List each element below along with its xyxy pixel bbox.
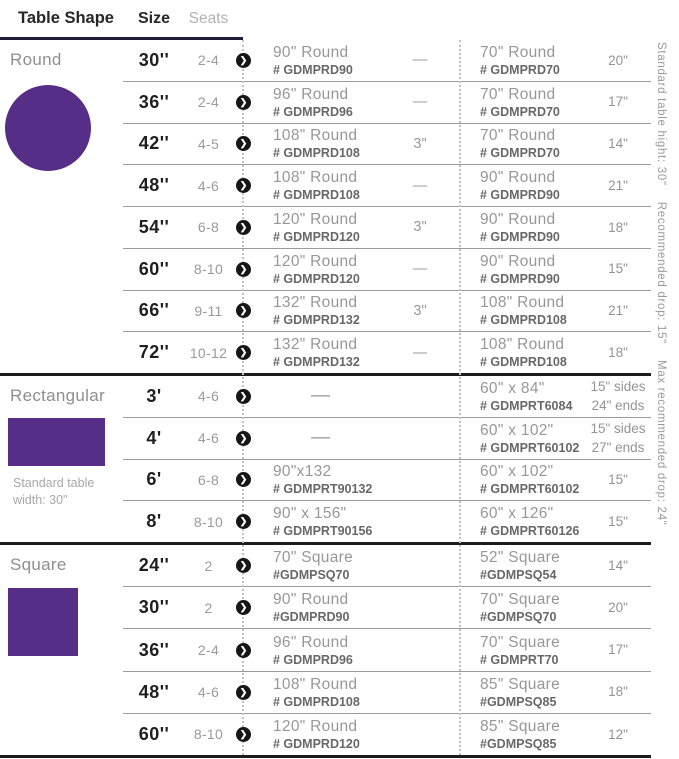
drop-cell: [585, 301, 651, 321]
mid-length-cell: [455, 422, 585, 455]
mid-length-cell: [455, 44, 585, 77]
floor-length-part-number: # GDMPRT90156: [273, 524, 373, 539]
table-row: [123, 249, 651, 291]
floor-length-value: 90" x 156": [273, 505, 347, 523]
mid-length-value: 108" Round: [480, 336, 565, 354]
puddle-cell: —: [412, 261, 428, 278]
table-row: [123, 332, 651, 373]
mid-length-part-number: #GDMPSQ85: [480, 736, 557, 751]
drop-value-ends: 24" ends: [591, 398, 645, 414]
floor-length-part-number: # GDMPRD120: [273, 736, 360, 751]
chevron-right-circle-icon[interactable]: ❯: [236, 727, 251, 742]
floor-length-value: —: [311, 427, 329, 449]
floor-length-cell: [255, 718, 385, 751]
rows-rectangular: [123, 376, 651, 542]
floor-length-part-number: # GDMPRD96: [273, 652, 353, 667]
seats-cell: 9-11: [194, 302, 223, 319]
chevron-right-circle-icon[interactable]: ❯: [236, 431, 251, 446]
seats-cell: 10-12: [189, 344, 228, 361]
drop-value: 14": [608, 557, 628, 573]
table-row: [123, 165, 651, 207]
arrow-cell: [232, 389, 255, 404]
drop-value: 15": [608, 472, 628, 488]
floor-length-part-number: # GDMPRD132: [273, 313, 360, 328]
floor-length-cell: [255, 591, 385, 624]
mid-length-part-number: # GDMPRD70: [480, 104, 560, 119]
seats-cell: 4-6: [197, 684, 220, 701]
seats-cell: 8-10: [193, 726, 224, 743]
drop-cell: [585, 598, 651, 618]
seats-cell: 2: [204, 599, 213, 616]
arrow-cell: [232, 431, 255, 446]
arrow-cell: [232, 220, 255, 235]
size-cell: 36'': [138, 91, 170, 112]
seats-cell: 8-10: [193, 513, 224, 530]
arrow-cell: [232, 600, 255, 615]
floor-length-cell: [255, 505, 385, 538]
size-cell: 8': [146, 511, 162, 532]
chevron-right-circle-icon[interactable]: ❯: [236, 136, 251, 151]
drop-value: 18": [608, 219, 628, 235]
mid-length-value: 90" Round: [480, 252, 556, 270]
seats-cell: 2-4: [197, 52, 220, 69]
section-rectangular: [0, 373, 651, 542]
arrow-cell: [232, 303, 255, 318]
column-header-mid-length: Mid Length: [480, 12, 566, 30]
drop-cell: [585, 556, 651, 576]
column-header-size: Size: [137, 9, 170, 27]
mid-length-cell: [455, 294, 585, 327]
table-row: [123, 291, 651, 333]
drop-value: 14": [608, 136, 628, 152]
mid-length-part-number: # GDMPRD108: [480, 355, 567, 370]
puddle-cell: —: [412, 94, 428, 111]
mid-length-part-number: # GDMPRT60102: [480, 482, 580, 497]
arrow-cell: [232, 53, 255, 68]
header-left: [0, 0, 243, 40]
floor-length-part-number: # GDMPRD90: [273, 62, 353, 77]
drop-value: 12": [608, 726, 628, 742]
mid-length-cell: [455, 591, 585, 624]
mid-length-value: 85" Square: [480, 717, 561, 735]
shape-panel-rectangular: [0, 376, 123, 542]
mid-length-cell: [455, 718, 585, 751]
floor-length-cell: [255, 253, 385, 286]
chevron-right-circle-icon[interactable]: ❯: [236, 262, 251, 277]
floor-length-cell: [255, 676, 385, 709]
mid-length-value: 85" Square: [480, 675, 561, 693]
mid-length-part-number: # GDMPRT70: [480, 652, 559, 667]
size-cell: 60'': [138, 723, 170, 744]
mid-length-part-number: # GDMPRT60102: [480, 440, 580, 455]
drop-value: 21": [608, 303, 628, 319]
chevron-right-circle-icon[interactable]: ❯: [236, 558, 251, 573]
puddle-cell: 3": [413, 302, 427, 319]
floor-length-value: 96" Round: [273, 85, 349, 103]
mid-length-value: 60" x 102": [480, 463, 554, 481]
square-shape-icon: [8, 588, 78, 656]
mid-length-value: 52" Square: [480, 549, 561, 567]
floor-length-part-number: # GDMPRD108: [273, 188, 360, 203]
drop-cell: [585, 640, 651, 660]
chevron-right-circle-icon[interactable]: ❯: [236, 600, 251, 615]
floor-length-value: 108" Round: [273, 127, 358, 145]
mid-length-cell: [455, 211, 585, 244]
mid-length-cell: [455, 549, 585, 582]
floor-length-value: 96" Round: [273, 633, 349, 651]
drop-cell: [585, 218, 651, 238]
floor-length-part-number: # GDMPRD108: [273, 146, 360, 161]
drop-cell: [585, 512, 651, 532]
arrow-cell: [232, 558, 255, 573]
mid-length-part-number: # GDMPRD70: [480, 62, 560, 77]
drop-cell: [585, 419, 651, 458]
floor-length-value: 120" Round: [273, 252, 358, 270]
table-row: [123, 124, 651, 166]
floor-length-value: 132" Round: [273, 294, 358, 312]
floor-length-value: 120" Round: [273, 717, 358, 735]
mid-length-value: 108" Round: [480, 294, 565, 312]
size-cell: 54'': [138, 216, 170, 237]
drop-value: 15": [608, 261, 628, 277]
drop-value: 17": [608, 642, 628, 658]
floor-length-part-number: # GDMPRD96: [273, 104, 353, 119]
mid-length-part-number: # GDMPRD70: [480, 146, 560, 161]
shape-panel-square: [0, 545, 123, 755]
floor-length-cell: [255, 86, 385, 119]
mid-length-cell: [455, 86, 585, 119]
floor-length-value: 90" Round: [273, 43, 349, 61]
chevron-right-circle-icon[interactable]: ❯: [236, 53, 251, 68]
table-row: [123, 418, 651, 460]
floor-length-cell: [255, 634, 385, 667]
floor-length-cell: [255, 549, 385, 582]
drop-value: 20": [608, 600, 628, 616]
mid-length-part-number: # GDMPRD90: [480, 229, 560, 244]
column-header-puddle: Puddle: [395, 12, 445, 30]
size-cell: 6': [146, 469, 162, 490]
seats-cell: 6-8: [197, 471, 220, 488]
drop-value: 15" sides: [590, 420, 646, 436]
table-row: [123, 545, 651, 587]
column-header-table-shape: Table Shape: [18, 9, 114, 27]
seats-cell: 4-6: [197, 388, 220, 405]
drop-cell: [585, 176, 651, 196]
mid-length-value: 90" Round: [480, 210, 556, 228]
floor-length-cell: [255, 211, 385, 244]
size-cell: 48'': [138, 681, 170, 702]
table-row: [123, 207, 651, 249]
floor-length-value: 70" Square: [273, 549, 354, 567]
floor-length-value: 90" Round: [273, 591, 349, 609]
mid-length-part-number: # GDMPRD90: [480, 188, 560, 203]
mid-length-part-number: # GDMPRD108: [480, 313, 567, 328]
seats-cell: 2-4: [197, 94, 220, 111]
mid-length-value: 60" x 84": [480, 379, 545, 397]
floor-length-part-number: # GDMPRT90132: [273, 482, 373, 497]
seats-cell: 4-6: [197, 430, 220, 447]
floor-length-cell: [255, 427, 385, 449]
arrow-cell: [232, 178, 255, 193]
section-round: [0, 40, 651, 373]
size-cell: 30'': [138, 49, 170, 70]
chevron-right-circle-icon[interactable]: ❯: [236, 643, 251, 658]
mid-length-part-number: # GDMPRT60126: [480, 524, 580, 539]
puddle-cell: —: [412, 52, 428, 69]
mid-length-value: 70" Round: [480, 127, 556, 145]
dotted-guide-line-mid: [459, 40, 461, 755]
mid-length-cell: [455, 169, 585, 202]
drop-cell: [585, 51, 651, 71]
chevron-right-circle-icon[interactable]: ❯: [236, 514, 251, 529]
mid-length-value: 70" Round: [480, 43, 556, 61]
chevron-right-circle-icon[interactable]: ❯: [236, 389, 251, 404]
floor-length-part-number: # GDMPRD120: [273, 271, 360, 286]
size-cell: 48'': [138, 175, 170, 196]
floor-length-value: 120" Round: [273, 210, 358, 228]
floor-length-value: 108" Round: [273, 675, 358, 693]
column-header-floor-length: Floor Length: [273, 12, 371, 30]
drop-cell: [585, 343, 651, 363]
table-body: [0, 40, 651, 758]
shape-panel-round: [0, 40, 123, 373]
table-row: [123, 587, 651, 629]
mid-length-cell: [455, 336, 585, 369]
arrow-cell: [232, 643, 255, 658]
mid-length-cell: [455, 634, 585, 667]
mid-length-value: 70" Round: [480, 85, 556, 103]
mid-length-value: 70" Square: [480, 591, 561, 609]
mid-length-cell: [455, 253, 585, 286]
mid-length-part-number: #GDMPSQ54: [480, 568, 557, 583]
chevron-right-circle-icon[interactable]: ❯: [236, 95, 251, 110]
table-row: [123, 460, 651, 502]
puddle-cell: —: [412, 177, 428, 194]
arrow-cell: [232, 136, 255, 151]
mid-length-part-number: # GDMPRT6084: [480, 398, 573, 413]
arrow-cell: [232, 472, 255, 487]
mid-length-value: 60" x 126": [480, 505, 554, 523]
mid-length-cell: [455, 127, 585, 160]
floor-length-part-number: # GDMPRD120: [273, 229, 360, 244]
column-header-drop: Drop: [601, 12, 635, 30]
seats-cell: 6-8: [197, 219, 220, 236]
size-cell: 30'': [138, 597, 170, 618]
puddle-cell: 3": [413, 135, 427, 152]
floor-length-cell: [255, 127, 385, 160]
size-cell: 60'': [138, 258, 170, 279]
arrow-cell: [232, 727, 255, 742]
drop-cell: [585, 377, 651, 416]
mid-length-part-number: # GDMPRD90: [480, 271, 560, 286]
seats-cell: 2-4: [197, 642, 220, 658]
table-row: [123, 629, 651, 671]
chevron-right-circle-icon[interactable]: ❯: [236, 220, 251, 235]
drop-value: 17": [608, 94, 628, 110]
arrow-cell: [232, 685, 255, 700]
section-label: Square: [10, 555, 67, 574]
section-label: Rectangular: [10, 386, 105, 405]
table-row: [123, 714, 651, 755]
header-purple-band: [243, 3, 651, 40]
chevron-right-circle-icon[interactable]: ❯: [236, 685, 251, 700]
mid-length-part-number: #GDMPSQ85: [480, 694, 557, 709]
seats-cell: 8-10: [193, 261, 224, 278]
drop-value: 21": [608, 177, 628, 193]
size-cell: 24'': [138, 555, 170, 576]
floor-length-part-number: # GDMPRD108: [273, 694, 360, 709]
shape-note: Standard table width: 30": [13, 476, 95, 507]
chevron-right-circle-icon[interactable]: ❯: [236, 303, 251, 318]
mid-length-cell: [455, 676, 585, 709]
floor-length-value: 132" Round: [273, 336, 358, 354]
floor-length-value: 108" Round: [273, 169, 358, 187]
drop-cell: [585, 134, 651, 154]
mid-length-part-number: #GDMPSQ70: [480, 610, 557, 625]
size-cell: 4': [146, 427, 162, 448]
drop-cell: [585, 92, 651, 112]
rectangle-shape-icon: [8, 418, 105, 466]
drop-cell: [585, 682, 651, 702]
drop-cell: [585, 259, 651, 279]
floor-length-cell: [255, 44, 385, 77]
rows-square: [123, 545, 651, 755]
chevron-right-circle-icon[interactable]: ❯: [236, 472, 251, 487]
floor-length-part-number: #GDMPSQ70: [273, 568, 350, 583]
seats-cell: 2: [204, 557, 213, 574]
header-dashed-divider: [459, 6, 461, 37]
mid-length-cell: [455, 463, 585, 496]
table-row: [123, 501, 651, 542]
side-note-vertical-text: Standard table hight: 30" Recommended drop: 15" Max recommended drop: 24": [655, 42, 667, 526]
chevron-right-circle-icon[interactable]: ❯: [236, 345, 251, 360]
seats-cell: 4-6: [197, 177, 220, 194]
floor-length-part-number: # GDMPRD132: [273, 355, 360, 370]
floor-length-cell: [255, 169, 385, 202]
drop-value: 18": [608, 684, 628, 700]
table-row: [123, 40, 651, 82]
mid-length-value: 70" Square: [480, 633, 561, 651]
drop-value: 20": [608, 52, 628, 68]
mid-length-cell: [455, 505, 585, 538]
arrow-cell: [232, 514, 255, 529]
size-cell: 36'': [138, 639, 170, 660]
arrow-cell: [232, 262, 255, 277]
floor-length-cell: [255, 463, 385, 496]
drop-cell: [585, 470, 651, 490]
chart-header: [0, 0, 651, 40]
floor-length-cell: [255, 336, 385, 369]
floor-length-value: 90"x132: [273, 463, 332, 481]
mid-length-value: 90" Round: [480, 169, 556, 187]
puddle-cell: —: [412, 344, 428, 361]
round-shape-icon: [5, 85, 91, 171]
drop-value: 15": [608, 513, 628, 529]
section-square: [0, 542, 651, 755]
floor-length-part-number: #GDMPRD90: [273, 610, 350, 625]
mid-length-cell: [455, 380, 585, 413]
section-label: Round: [10, 50, 62, 69]
drop-value: 18": [608, 344, 628, 360]
drop-cell: [585, 725, 651, 745]
chevron-right-circle-icon[interactable]: ❯: [236, 178, 251, 193]
table-row: [123, 82, 651, 124]
floor-length-value: —: [311, 385, 329, 407]
column-header-seats: Seats: [188, 9, 229, 27]
size-cell: 3': [146, 385, 162, 406]
table-row: [123, 376, 651, 418]
drop-value: 15" sides: [590, 378, 646, 394]
seats-cell: 4-5: [197, 135, 220, 152]
size-cell: 66'': [138, 300, 170, 321]
arrow-cell: [232, 95, 255, 110]
arrow-cell: [232, 345, 255, 360]
floor-length-cell: [255, 385, 385, 407]
size-cell: 42'': [138, 133, 170, 154]
rows-round: [123, 40, 651, 373]
floor-length-cell: [255, 294, 385, 327]
mid-length-value: 60" x 102": [480, 421, 554, 439]
puddle-cell: 3": [413, 219, 427, 236]
table-row: [123, 672, 651, 714]
drop-value-ends: 27" ends: [591, 440, 645, 456]
size-cell: 72'': [138, 342, 170, 363]
